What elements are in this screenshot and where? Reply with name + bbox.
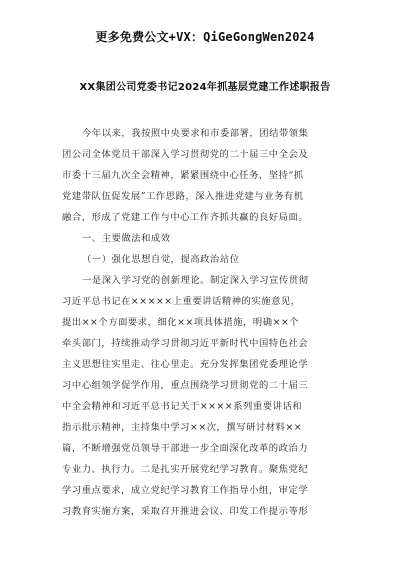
section-heading: 一、主要做法和成效 <box>82 233 171 244</box>
watermark-header: 更多免费公文+VX：QiGeGongWen2024 <box>95 30 315 44</box>
paragraph-line: 今年以来，我按照中央要求和市委部署，团结带领集 <box>82 128 309 139</box>
paragraph-line: 融合，形成了党建工作与中心工作齐抓共赢的良好局面。 <box>62 212 309 223</box>
paragraph-line: 主义思想往实里走、往心里走。充分发挥集团党委理论学 <box>62 359 309 370</box>
document-body <box>62 123 352 522</box>
paragraph-line: 提出××个方面要求，细化××项具体措施，明确××个 <box>62 317 300 328</box>
paragraph-line: 团公司全体党员干部深入学习贯彻党的二十届三中全会及 <box>62 149 309 160</box>
paragraph-line: 指示批示精神，主持集中学习××次，撰写研讨材料×× <box>62 422 303 433</box>
paragraph-line: 习中心组领学促学作用，重点围绕学习贯彻党的二十届三 <box>62 380 309 391</box>
paragraph-line: 牵头部门，持续推动学习贯彻习近平新时代中国特色社会 <box>62 338 309 349</box>
paragraph-line: 党建带队伍促发展”工作思路，深入推进党建与业务有机 <box>62 191 304 202</box>
paragraph-line: 习教育实施方案，采取召开推进会议、印发工作提示等形 <box>62 506 309 517</box>
document-title: XX集团公司党委书记2024年抓基层党建工作述职报告 <box>79 82 331 93</box>
subsection-heading: （一）强化思想自觉，提高政治站位 <box>82 254 240 265</box>
paragraph-line: 专业力、执行力。二是扎实开展党纪学习教育。聚焦党纪 <box>62 464 309 475</box>
paragraph-line: 学习重点要求，成立党纪学习教育工作指导小组，审定学 <box>62 485 309 496</box>
paragraph-line: 中全会精神和习近平总书记关于××××系列重要讲话和 <box>62 401 303 412</box>
paragraph-line: 一是深入学习党的创新理论。制定深入学习宣传贯彻 <box>82 275 309 286</box>
paragraph-line: 篇，不断增强党员领导干部进一步全面深化改革的政治力 <box>62 443 309 454</box>
paragraph-line: 习近平总书记在×××××上重要讲话精神的实施意见， <box>62 296 301 307</box>
paragraph-line: 市委十三届九次全会精神，紧紧围绕中心任务，坚持“抓 <box>62 170 304 181</box>
